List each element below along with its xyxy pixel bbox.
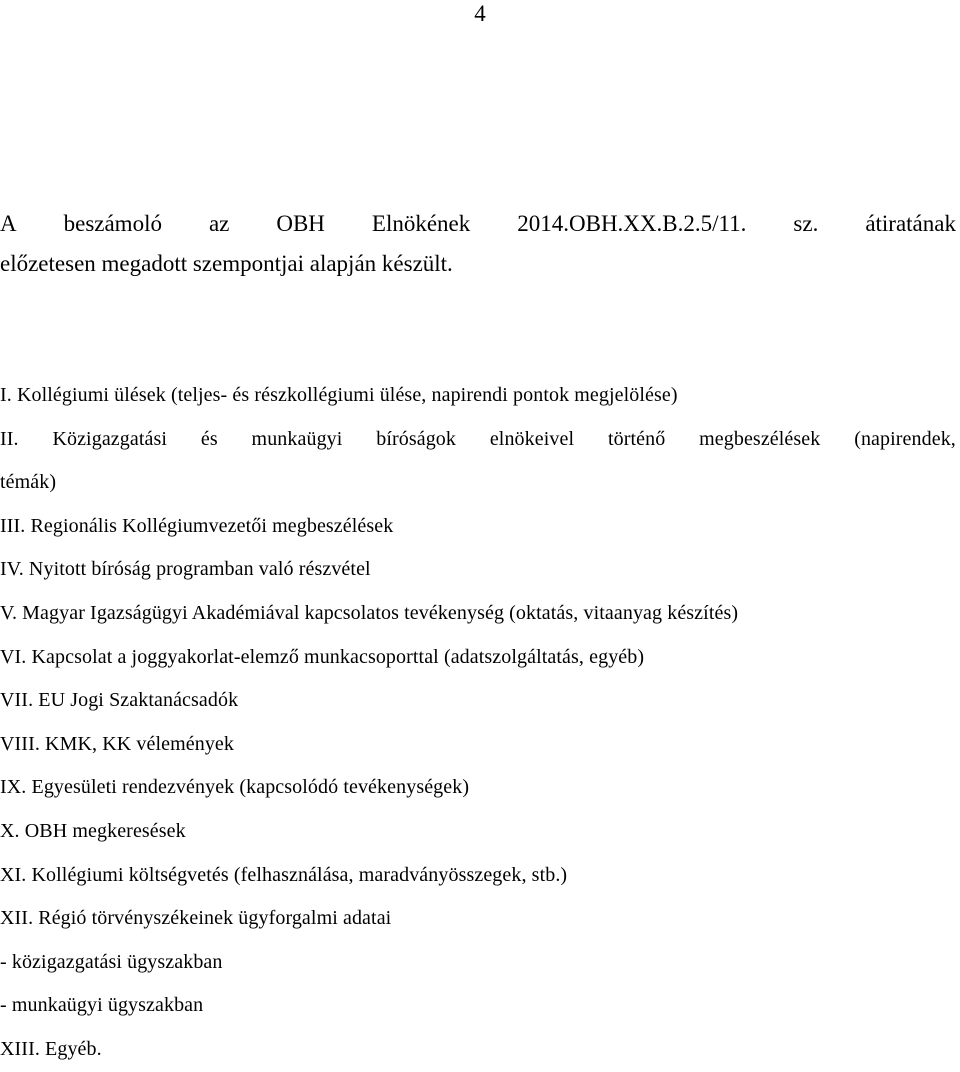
list-subitem-munkaugyi: - munkaügyi ügyszakban [0, 994, 204, 1017]
list-item-word: történő [607, 427, 666, 450]
list-item-iv: IV. Nyitott bíróság programban való részvétel [0, 558, 371, 581]
intro-word: beszámoló [63, 211, 162, 236]
list-item-xiii: XIII. Egyéb. [0, 1037, 102, 1060]
list-item-vi: VI. Kapcsolat a joggyakorlat-elemző munkacsoporttal (adatszolgáltatás, egyéb) [0, 645, 645, 668]
list-item-word: és [200, 427, 218, 450]
list-item-word: II. [0, 427, 19, 450]
list-item-word: elnökeivel [489, 427, 575, 450]
intro-word: A [0, 211, 17, 236]
list-item-xii: XII. Régió törvényszékeinek ügyforgalmi adatai [0, 907, 392, 930]
list-item-ix: IX. Egyesületi rendezvények (kapcsolódó tevékenységek) [0, 776, 470, 799]
list-item-vii: VII. EU Jogi Szaktanácsadók [0, 689, 239, 712]
intro-line-2: előzetesen megadott szempontjai alapján készült. [0, 251, 453, 276]
list-item-xi: XI. Kollégiumi költségvetés (felhasználása, maradványösszegek, stb.) [0, 863, 568, 886]
list-item-x: X. OBH megkeresések [0, 819, 186, 842]
list-item-i: I. Kollégiumi ülések (teljes- és részkollégiumi ülése, napirendi pontok megjelölése) [0, 384, 678, 406]
list-item-word: (napirendek, [854, 427, 956, 450]
list-item-ii-continuation: témák) [0, 471, 57, 494]
list-item-viii: VIII. KMK, KK vélemények [0, 732, 235, 755]
list-item-word: Közigazgatási [52, 427, 168, 450]
intro-word: átiratának [865, 211, 956, 236]
intro-word: OBH [276, 211, 325, 236]
intro-paragraph [0, 204, 956, 284]
intro-word: 2014.OBH.XX.B.2.5/11. [517, 211, 747, 236]
list-subitem-kozigazgatasi: - közigazgatási ügyszakban [0, 950, 223, 973]
list-item-word: bíróságok [376, 427, 457, 450]
list-item-iii: III. Regionális Kollégiumvezetői megbeszélések [0, 514, 394, 537]
list-item-ii [0, 418, 956, 462]
list-item-v: V. Magyar Igazságügyi Akadémiával kapcsolatos tevékenység (oktatás, vitaanyag készítés) [0, 601, 739, 624]
page-number: 4 [474, 1, 486, 26]
intro-word: sz. [793, 211, 819, 236]
list-item-word: munkaügyi [251, 427, 343, 450]
agenda-list [0, 374, 956, 1072]
intro-word: az [208, 211, 230, 236]
intro-line-1 [0, 204, 956, 244]
intro-word: Elnökének [371, 211, 471, 236]
list-item-word: megbeszélések [699, 427, 821, 450]
